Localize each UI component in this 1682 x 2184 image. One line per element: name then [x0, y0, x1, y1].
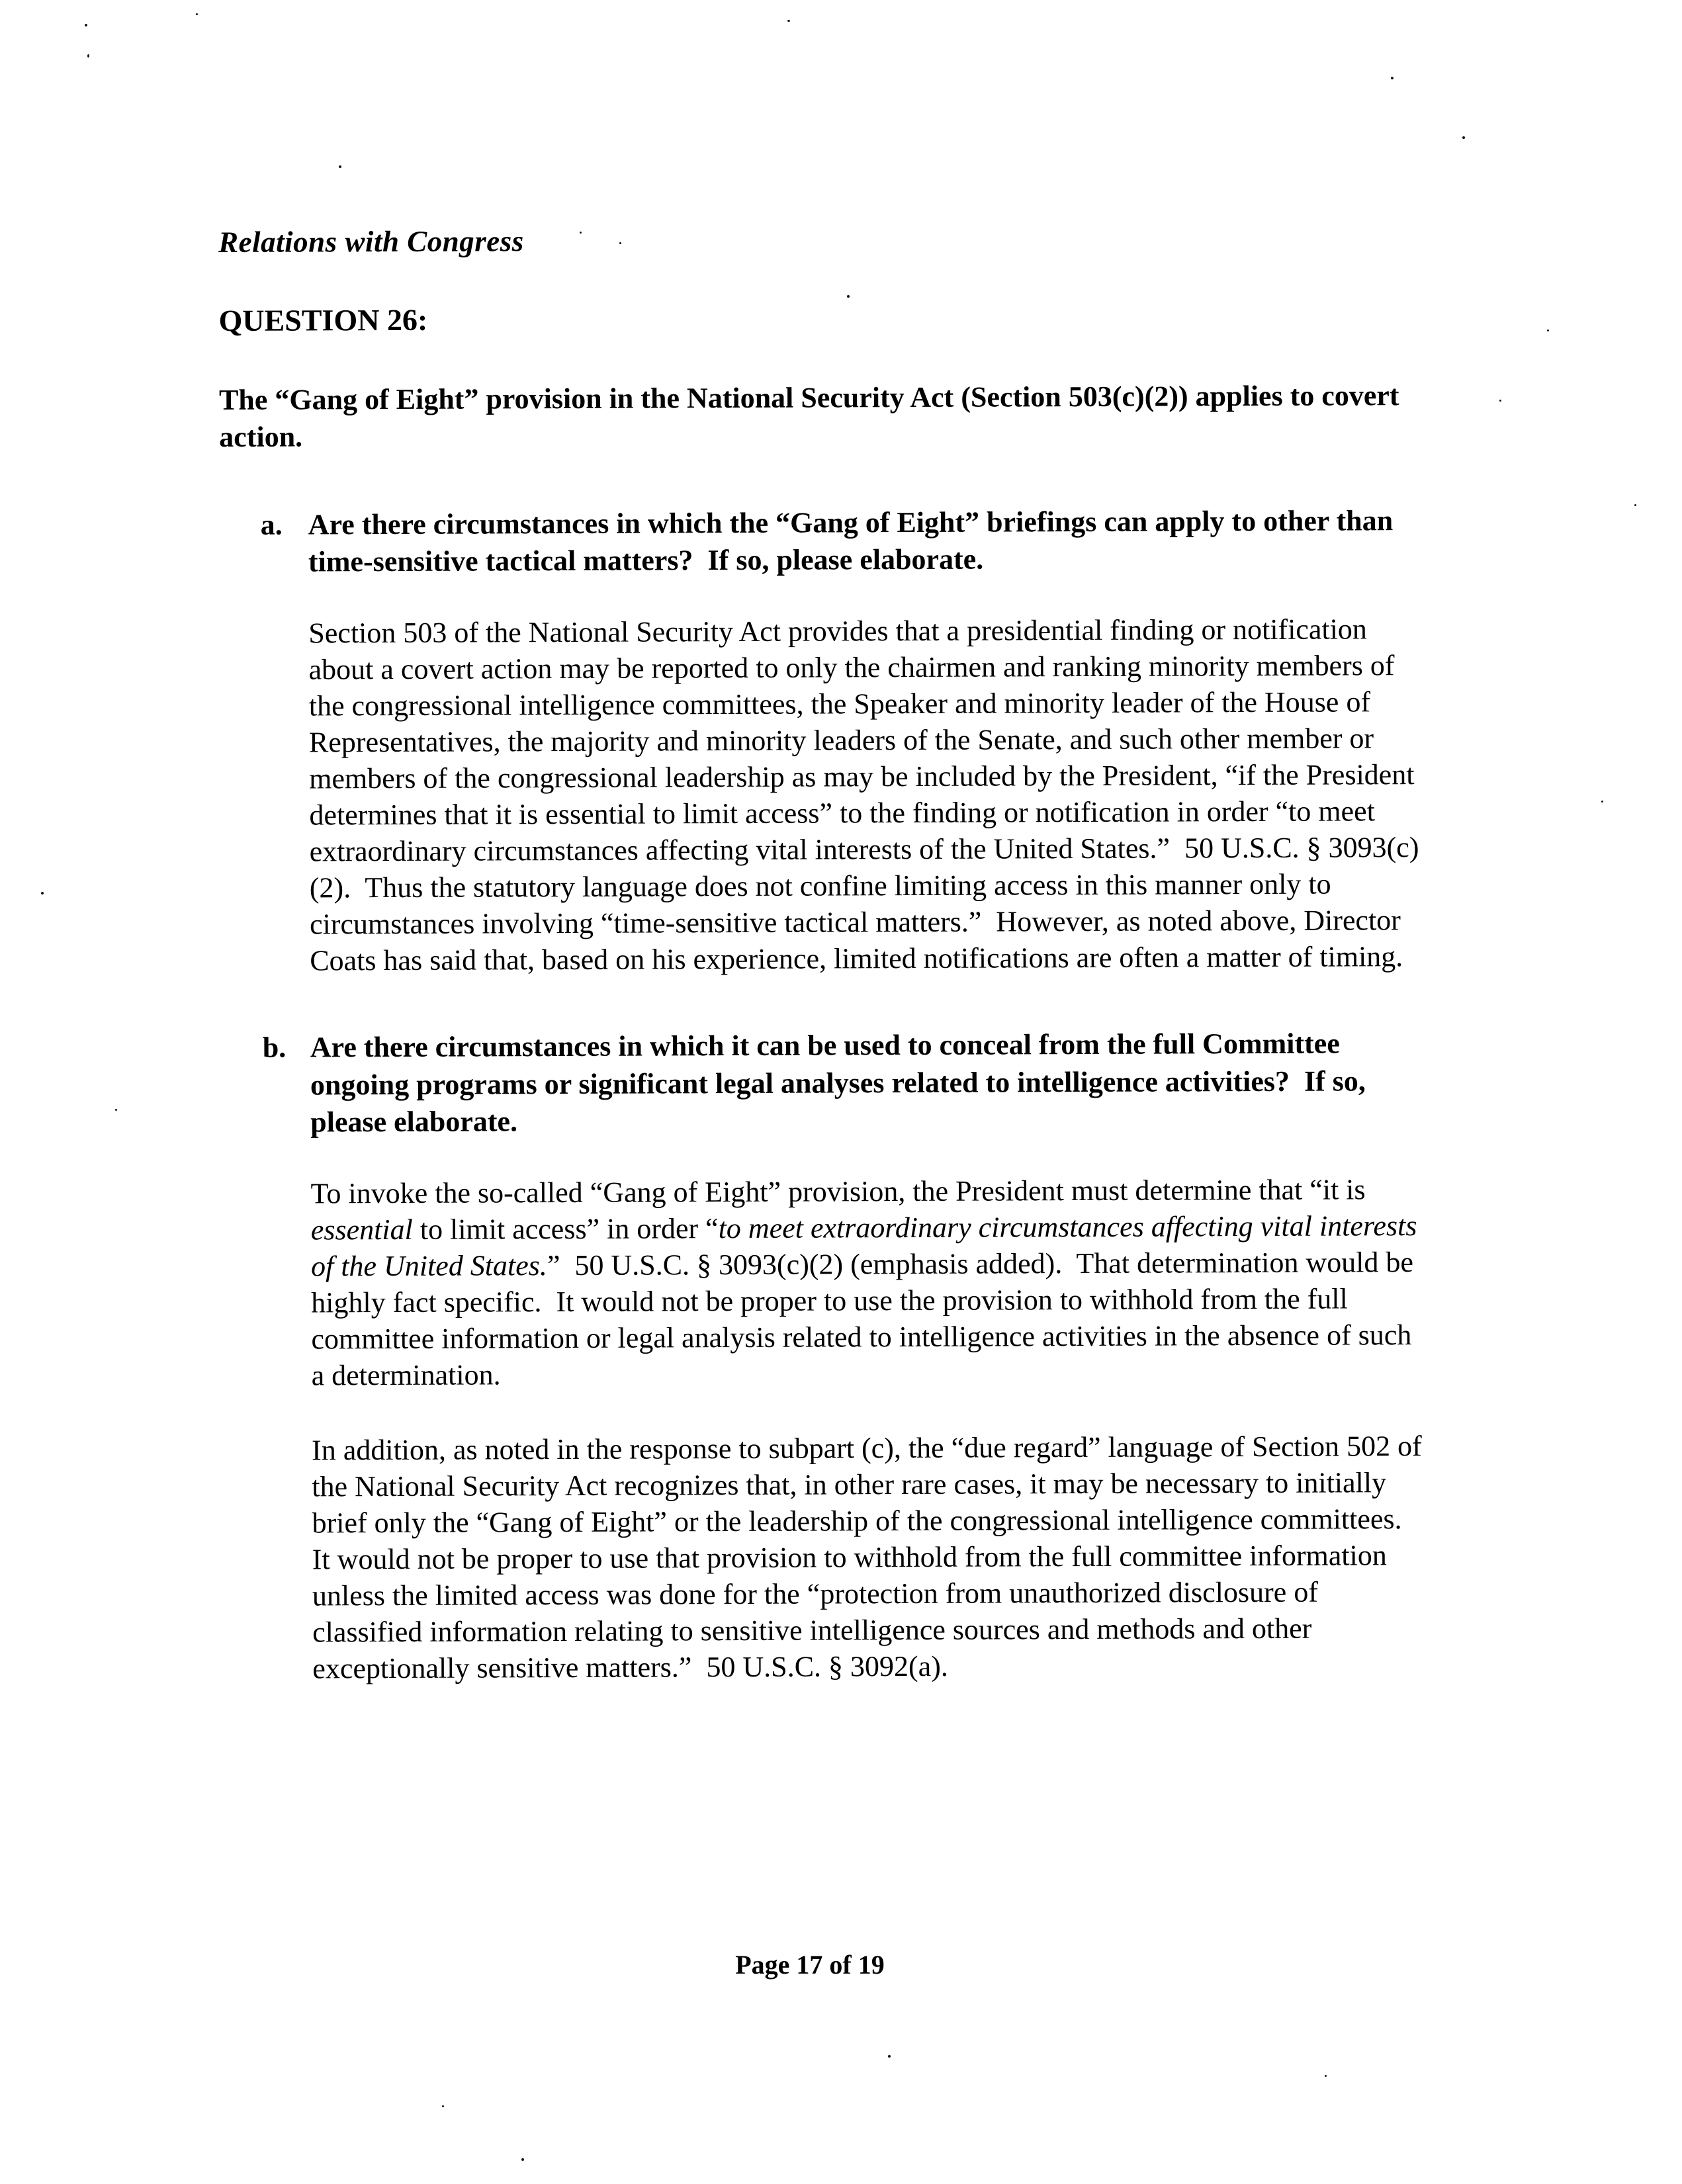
answer-b1-italic-1: essential — [310, 1213, 413, 1246]
subquestion-a-marker: a. — [260, 508, 283, 541]
scan-speck — [888, 2055, 891, 2058]
subquestion-b-answer-1 — [311, 1171, 1430, 1393]
page-number: Page 17 of 19 — [735, 1950, 885, 1980]
section-heading: Relations with Congress — [218, 224, 524, 259]
subquestion-b-answer-2: In addition, as noted in the response to subpart (c), the “due regard” language of Section 502 of the National Security Act recognizes that, in other rare cases, it may be necessary to initially brief only the “Gang of Eight” or the leadership of the congressional intelligence committees. It would not be proper to use that provision to withhold from the full committee information unless the limited access was done for the “protection from unauthorized disclosure of classified information relating to sensitive intelligence sources and methods and other exceptionally sensitive matters.” 50 U.S.C. § 3092(a). — [312, 1430, 1429, 1685]
scan-speck — [442, 2105, 444, 2107]
scan-speck — [580, 232, 582, 234]
scan-speck — [1634, 504, 1636, 506]
scan-speck — [1391, 77, 1394, 79]
subquestion-a-answer: Section 503 of the National Security Act provides that a presidential finding or notification about a covert action may be reported to only the chairmen and ranking minority members of the congressional intelligence committees, the Speaker and minority leader of the House of Representatives, the majority and minority leaders of the Senate, and such other member or members of the congressional leadership as may be included by the President, “if the President determines that it is essential to limit access” to the finding or notification in order “to meet extraordinary circumstances affecting vital interests of the United States.” 50 U.S.C. § 3093(c)(2). Thus the statutory language does not confine limiting access in this manner only to circumstances involving “time-sensitive tactical matters.” However, as noted above, Director Coats has said that, based on his experience, limited notifications are often a matter of timing. — [308, 613, 1422, 977]
subquestion-b-text: Are there circumstances in which it can be used to conceal from the full Committee ongoing programs or significant legal analyses related to intelligence activities? If so, please elaborate. — [310, 1027, 1373, 1139]
scan-speck — [85, 24, 87, 26]
scan-speck — [41, 892, 44, 895]
subquestion-a — [220, 502, 1429, 980]
scan-speck — [521, 2158, 524, 2161]
scan-speck — [1601, 801, 1603, 803]
question-number: QUESTION 26: — [218, 302, 428, 337]
scan-speck — [619, 242, 621, 244]
scan-speck — [1462, 136, 1465, 139]
scan-speck — [1325, 2075, 1327, 2077]
answer-b1-segment-3: ” 50 U.S.C. § 3093(c)(2) (emphasis added). That determination would be highly fact specific. It would not be proper to use the provision to withhold from the full committee information or legal analysis related to intelligence activities in the absence of such a determination. — [311, 1246, 1421, 1392]
subquestion-b — [222, 1025, 1431, 1687]
document-content — [218, 220, 1431, 1687]
answer-b1-segment-2: to limit access” in order “ — [412, 1212, 719, 1246]
scan-speck — [87, 54, 89, 58]
answer-b1-italic-2: to meet extraordinary circumstances affecting vital interests of the United States. — [310, 1209, 1425, 1283]
question-intro: The “Gang of Eight” provision in the National Security Act (Section 503(c)(2)) applies to covert action. — [218, 379, 1407, 454]
subquestion-a-body — [308, 502, 1429, 979]
subquestion-b-marker: b. — [262, 1031, 287, 1065]
subquestion-b-body — [310, 1025, 1431, 1686]
scan-speck — [1499, 400, 1501, 402]
answer-b1-segment-1: To invoke the so-called “Gang of Eight” provision, the President must determine that “it is — [310, 1173, 1373, 1210]
scan-speck — [847, 295, 850, 298]
scan-speck — [787, 20, 790, 22]
scan-speck — [339, 165, 341, 168]
subquestion-a-text: Are there circumstances in which the “Gang of Eight” briefings can apply to other than time-sensitive tactical matters? If so, please elaborate. — [308, 503, 1401, 578]
scan-speck — [196, 13, 198, 15]
scan-speck — [115, 1109, 117, 1111]
scan-speck — [1547, 329, 1549, 331]
